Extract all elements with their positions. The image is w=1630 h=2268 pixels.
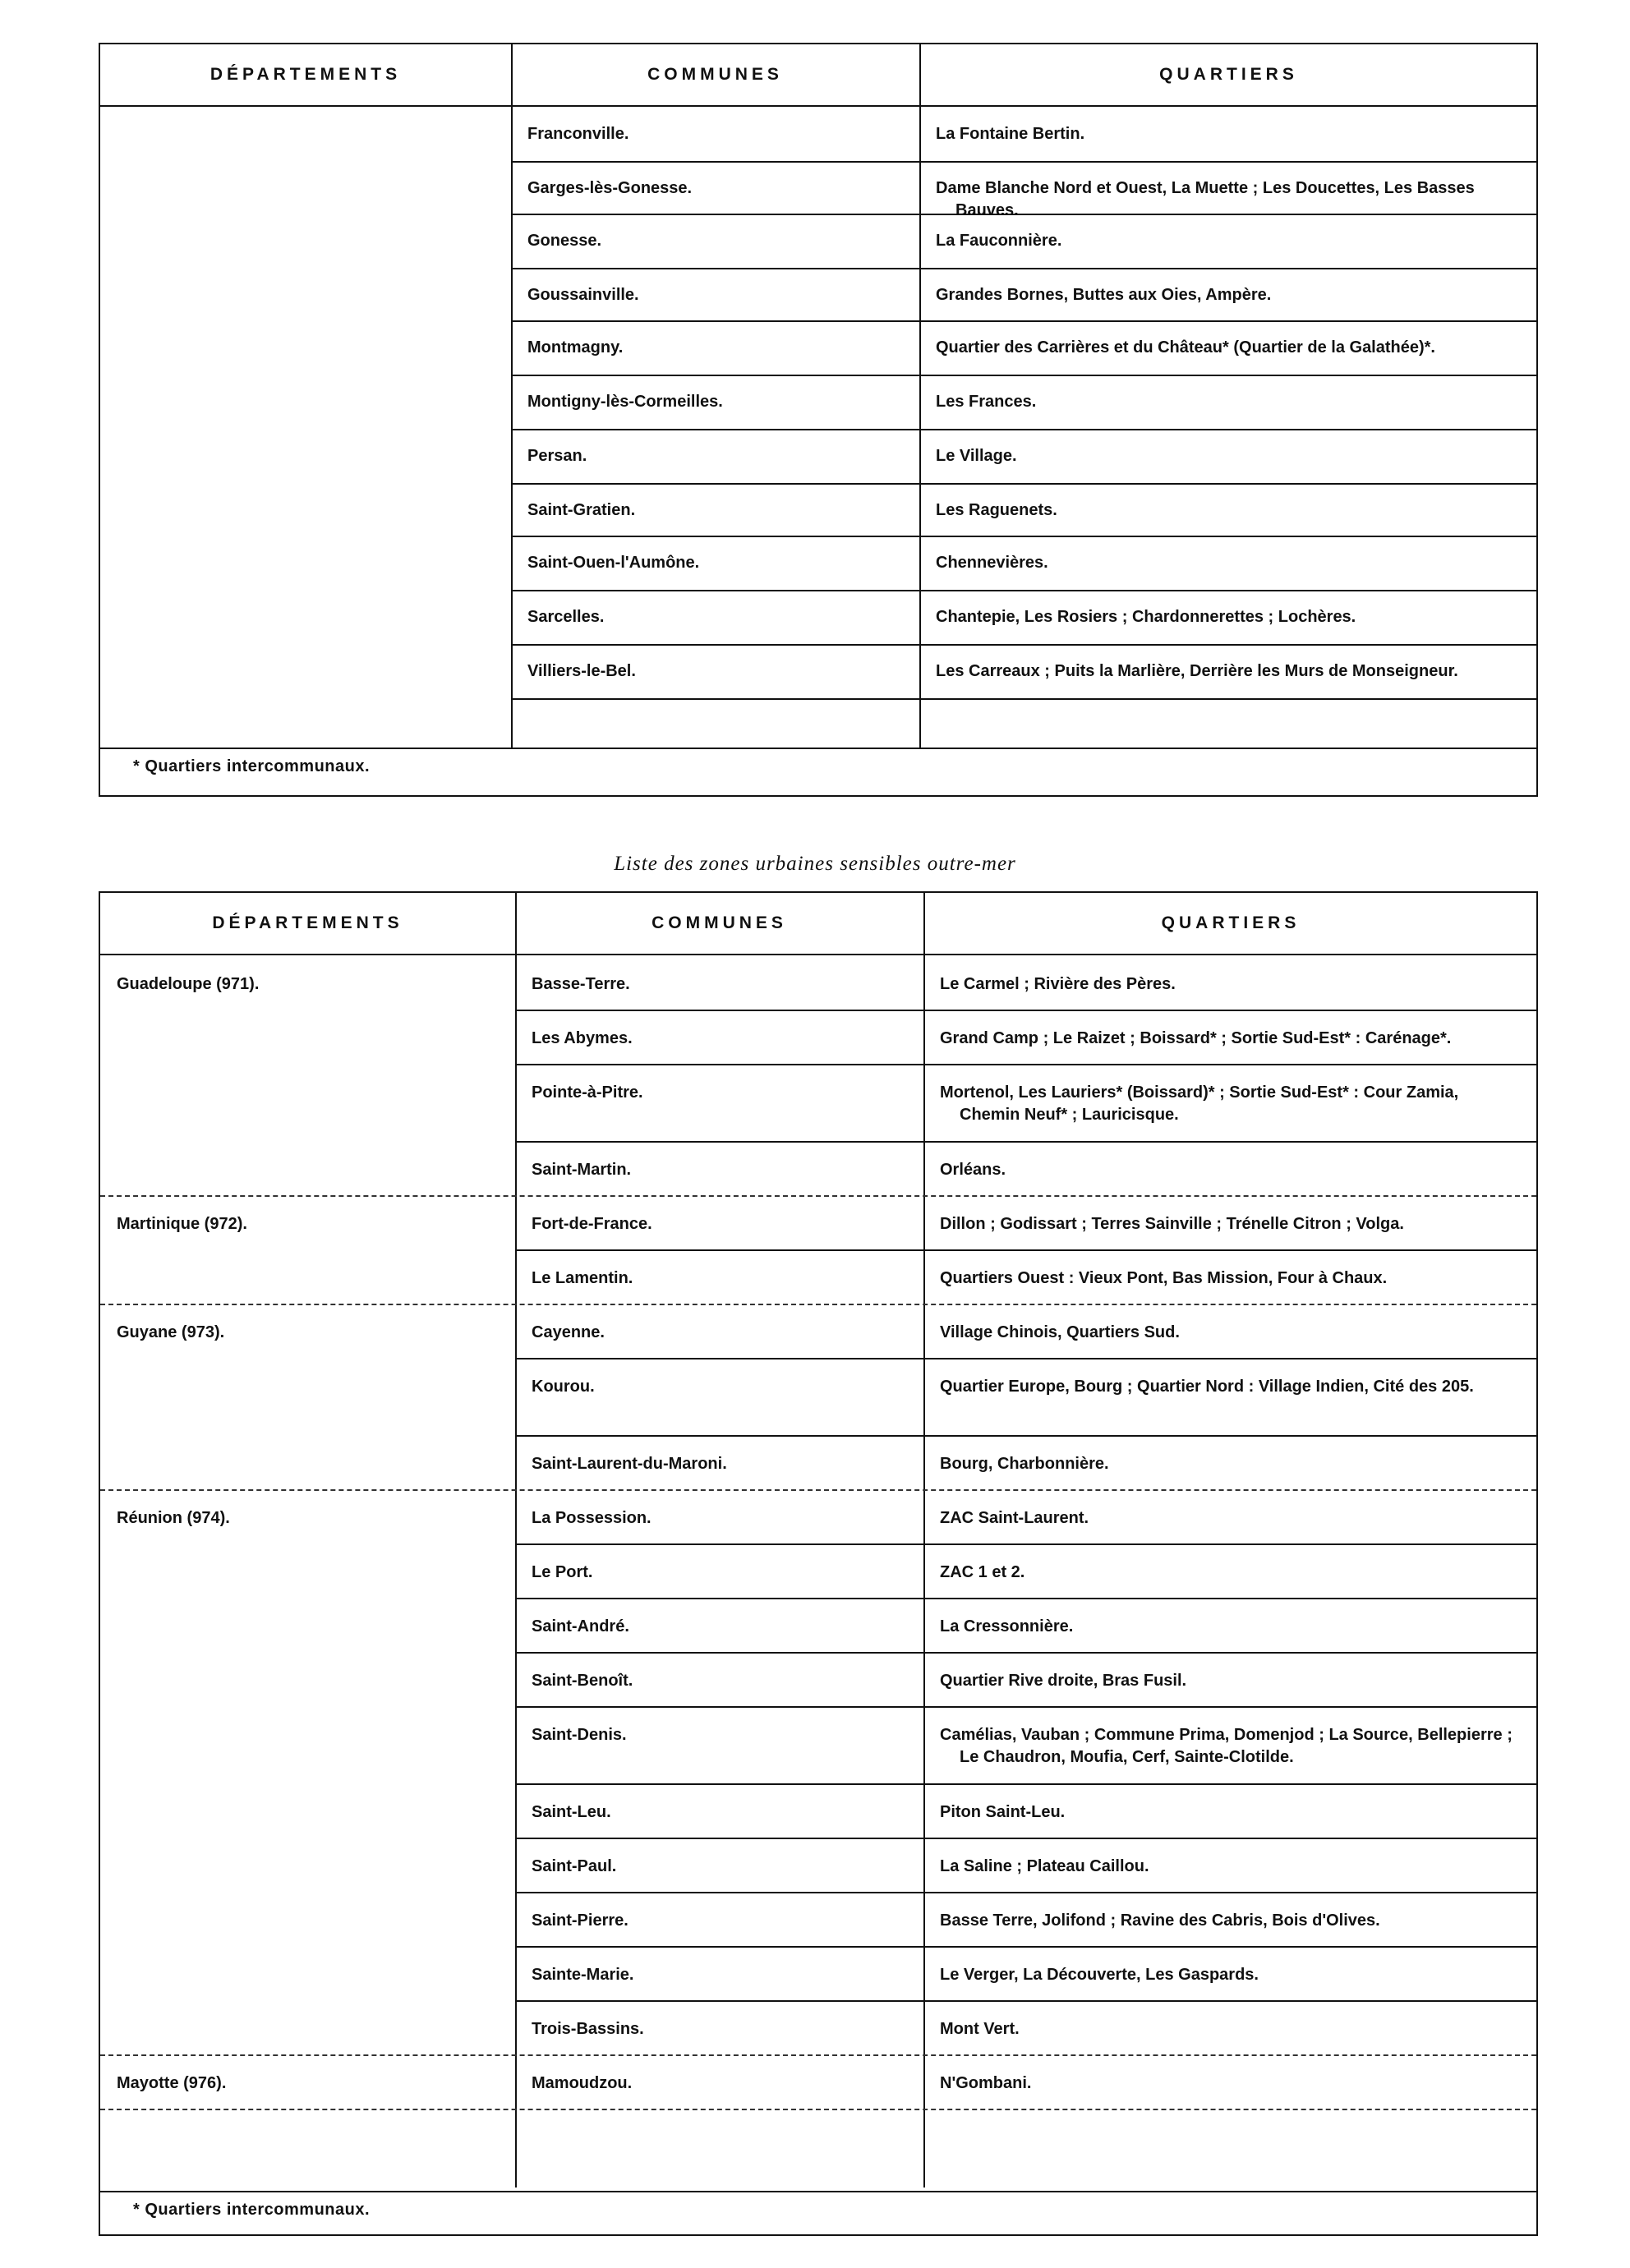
quartiers-cell: La Fontaine Bertin. (936, 125, 1085, 143)
quartiers-cell: Les Raguenets. (936, 501, 1057, 519)
row-divider (515, 1249, 1536, 1251)
commune-cell: Gonesse. (527, 232, 602, 250)
commune-cell: Sarcelles. (527, 608, 605, 626)
row-divider (515, 1783, 1536, 1785)
commune-cell: Saint-Ouen-l'Aumône. (527, 554, 700, 572)
row-divider (515, 1543, 1536, 1545)
commune-cell: Montigny-lès-Cormeilles. (527, 393, 723, 411)
commune-cell: Kourou. (532, 1378, 595, 1396)
column-divider (515, 893, 517, 954)
quartiers-cell: Mont Vert. (940, 2020, 1020, 2038)
commune-cell: Le Port. (532, 1563, 593, 1581)
quartiers-cell: Les Carreaux ; Puits la Marlière, Derrière les Murs de Monseigneur. (936, 662, 1458, 680)
row-divider (515, 1358, 1536, 1359)
commune-cell: Saint-Leu. (532, 1803, 611, 1821)
quartiers-cell: Basse Terre, Jolifond ; Ravine des Cabris, Bois d'Olives. (940, 1911, 1380, 1930)
commune-cell: Saint-Martin. (532, 1161, 632, 1179)
table-zus-outre-mer (99, 891, 1538, 2236)
footnote: * Quartiers intercommunaux. (133, 757, 371, 775)
row-divider (515, 1838, 1536, 1839)
row-divider (511, 268, 1536, 269)
row-divider (515, 1064, 1536, 1065)
quartiers-cell: Mortenol, Les Lauriers* (Boissard)* ; Sortie Sud-Est* : Cour Zamia, Chemin Neuf* ; Lauricisque. (940, 1083, 1459, 1124)
row-divider (515, 1435, 1536, 1437)
quartiers-cell: Quartier Rive droite, Bras Fusil. (940, 1672, 1187, 1690)
departement-cell: Guadeloupe (971). (117, 975, 260, 993)
column-divider (919, 44, 921, 105)
quartiers-cell: ZAC Saint-Laurent. (940, 1509, 1089, 1527)
row-divider (515, 2000, 1536, 2002)
group-divider (100, 1304, 1536, 1305)
group-divider (100, 2109, 1536, 2110)
commune-cell: Basse-Terre. (532, 975, 630, 993)
header-departements: DÉPARTEMENTS (212, 913, 403, 932)
quartiers-cell: Le Carmel ; Rivière des Pères. (940, 975, 1176, 993)
row-divider (511, 536, 1536, 537)
quartiers-cell: Quartiers Ouest : Vieux Pont, Bas Mission, Four à Chaux. (940, 1269, 1388, 1287)
table-body (100, 107, 1536, 748)
column-divider (919, 107, 921, 748)
commune-cell: Saint-Denis. (532, 1726, 627, 1744)
row-divider (515, 1141, 1536, 1143)
table-body (100, 955, 1536, 2187)
commune-cell: Saint-Pierre. (532, 1911, 629, 1930)
departement-cell: Guyane (973). (117, 1323, 225, 1341)
commune-cell: Villiers-le-Bel. (527, 662, 636, 680)
quartiers-cell: La Fauconnière. (936, 232, 1062, 250)
row-divider (511, 698, 1536, 700)
commune-cell: Cayenne. (532, 1323, 605, 1341)
commune-cell: Persan. (527, 447, 587, 465)
header-departements: DÉPARTEMENTS (210, 65, 402, 84)
departement-cell: Réunion (974). (117, 1509, 230, 1527)
column-divider (515, 955, 517, 2187)
quartiers-cell: Chantepie, Les Rosiers ; Chardonnerettes ; Lochères. (936, 608, 1356, 626)
group-divider (100, 2054, 1536, 2056)
quartiers-cell: Chennevières. (936, 554, 1048, 572)
row-divider (511, 214, 1536, 215)
commune-cell: Goussainville. (527, 286, 639, 304)
table-header (100, 44, 1536, 107)
quartiers-cell: La Saline ; Plateau Caillou. (940, 1857, 1149, 1875)
row-divider (515, 1706, 1536, 1708)
quartiers-cell: Le Verger, La Découverte, Les Gaspards. (940, 1966, 1259, 1984)
quartiers-cell: Dame Blanche Nord et Ouest, La Muette ; Les Doucettes, Les Basses Bauves. (936, 179, 1475, 219)
commune-cell: Montmagny. (527, 338, 624, 357)
footnote-divider (100, 748, 1536, 749)
commune-cell: Saint-Gratien. (527, 501, 636, 519)
commune-cell: Saint-Laurent-du-Maroni. (532, 1455, 727, 1473)
row-divider (511, 590, 1536, 591)
commune-cell: Saint-André. (532, 1617, 629, 1635)
quartiers-cell: La Cressonnière. (940, 1617, 1074, 1635)
commune-cell: Saint-Paul. (532, 1857, 617, 1875)
row-divider (515, 1892, 1536, 1893)
departement-cell: Mayotte (976). (117, 2074, 227, 2092)
quartiers-cell: Grand Camp ; Le Raizet ; Boissard* ; Sortie Sud-Est* : Carénage*. (940, 1029, 1452, 1047)
commune-cell: Pointe-à-Pitre. (532, 1083, 643, 1102)
commune-cell: Fort-de-France. (532, 1215, 652, 1233)
header-quartiers: QUARTIERS (1159, 65, 1298, 84)
header-communes: COMMUNES (647, 65, 783, 84)
row-divider (511, 429, 1536, 430)
commune-cell: Saint-Benoît. (532, 1672, 633, 1690)
row-divider (515, 1946, 1536, 1948)
row-divider (511, 161, 1536, 163)
row-divider (511, 644, 1536, 646)
row-divider (511, 375, 1536, 376)
quartiers-cell: Dillon ; Godissart ; Terres Sainville ; Trénelle Citron ; Volga. (940, 1215, 1404, 1233)
column-divider (923, 955, 925, 2187)
group-divider (100, 1489, 1536, 1491)
quartiers-cell: Quartier Europe, Bourg ; Quartier Nord : Village Indien, Cité des 205. (940, 1378, 1474, 1396)
group-divider (100, 1195, 1536, 1197)
row-divider (515, 1652, 1536, 1654)
commune-cell: La Possession. (532, 1509, 652, 1527)
quartiers-cell: Camélias, Vauban ; Commune Prima, Domenjod ; La Source, Bellepierre ; Le Chaudron, Moufia, Cerf, Sainte-Clotilde. (940, 1726, 1513, 1766)
quartiers-cell: N'Gombani. (940, 2074, 1032, 2092)
quartiers-cell: Orléans. (940, 1161, 1006, 1179)
commune-cell: Les Abymes. (532, 1029, 633, 1047)
row-divider (515, 1010, 1536, 1011)
header-communes: COMMUNES (652, 913, 787, 932)
section-subtitle: Liste des zones urbaines sensibles outre-mer (614, 853, 1016, 875)
commune-cell: Franconville. (527, 125, 629, 143)
column-divider (511, 107, 513, 748)
commune-cell: Trois-Bassins. (532, 2020, 644, 2038)
quartiers-cell: Quartier des Carrières et du Château* (Quartier de la Galathée)*. (936, 338, 1435, 357)
row-divider (511, 483, 1536, 485)
row-divider (511, 320, 1536, 322)
column-divider (511, 44, 513, 105)
commune-cell: Le Lamentin. (532, 1269, 633, 1287)
row-divider (515, 1598, 1536, 1599)
quartiers-cell: Bourg, Charbonnière. (940, 1455, 1109, 1473)
departement-cell: Martinique (972). (117, 1215, 247, 1233)
quartiers-cell: Le Village. (936, 447, 1017, 465)
commune-cell: Mamoudzou. (532, 2074, 633, 2092)
header-quartiers: QUARTIERS (1161, 913, 1301, 932)
commune-cell: Sainte-Marie. (532, 1966, 634, 1984)
quartiers-cell: Piton Saint-Leu. (940, 1803, 1066, 1821)
table-zus-val-d-oise (99, 43, 1538, 797)
quartiers-cell: Grandes Bornes, Buttes aux Oies, Ampère. (936, 286, 1272, 304)
quartiers-cell: Village Chinois, Quartiers Sud. (940, 1323, 1180, 1341)
footnote: * Quartiers intercommunaux. (133, 2201, 371, 2219)
footnote-divider (100, 2191, 1536, 2192)
column-divider (923, 893, 925, 954)
table-header (100, 893, 1536, 955)
quartiers-cell: ZAC 1 et 2. (940, 1563, 1025, 1581)
commune-cell: Garges-lès-Gonesse. (527, 179, 693, 197)
quartiers-cell: Les Frances. (936, 393, 1037, 411)
